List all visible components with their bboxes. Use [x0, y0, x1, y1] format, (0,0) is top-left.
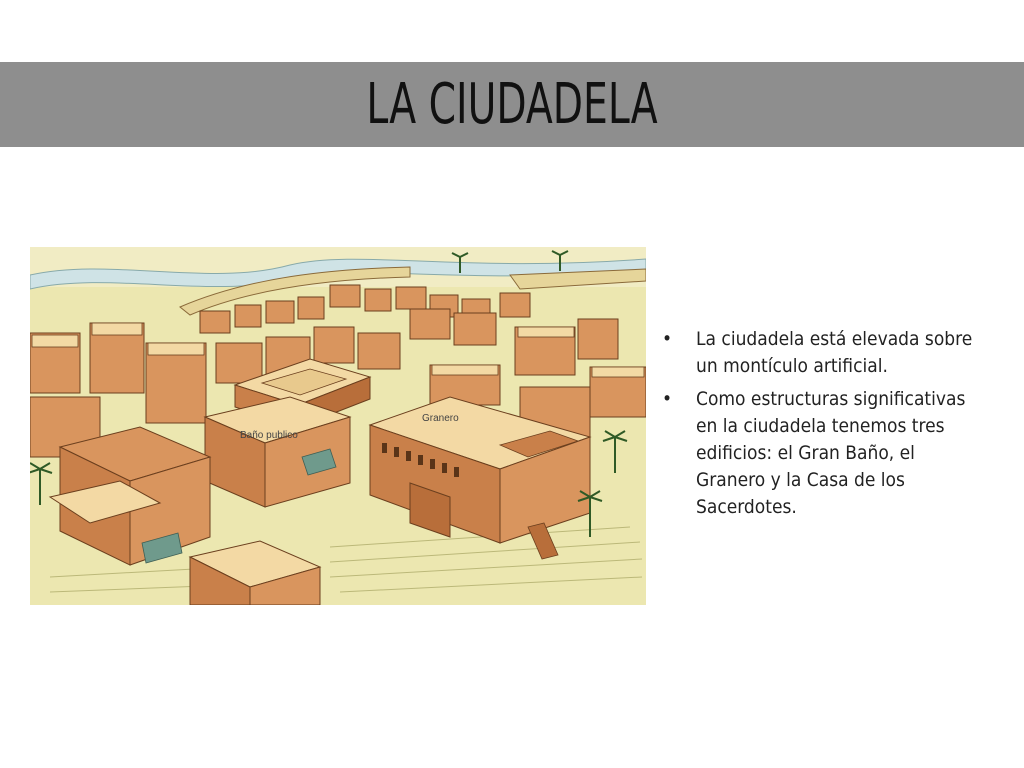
bullet-text: Como estructuras significativas en la ciudadela tenemos tres edificios: el Gran Baño, el Granero y la Casa de los Sacerdotes.: [696, 388, 966, 518]
bullet-item: [658, 386, 978, 521]
public-bath-label: Baño publico: [240, 430, 298, 441]
bullet-text: La ciudadela está elevada sobre un montículo artificial.: [696, 328, 973, 377]
bullet-item: [658, 326, 978, 380]
granary-label: Granero: [422, 413, 459, 424]
bullet-list: [658, 326, 978, 527]
citadel-illustration: [30, 247, 646, 605]
slide-title: LA CIUDADELA: [366, 72, 658, 137]
citadel-drawing: [30, 247, 646, 605]
